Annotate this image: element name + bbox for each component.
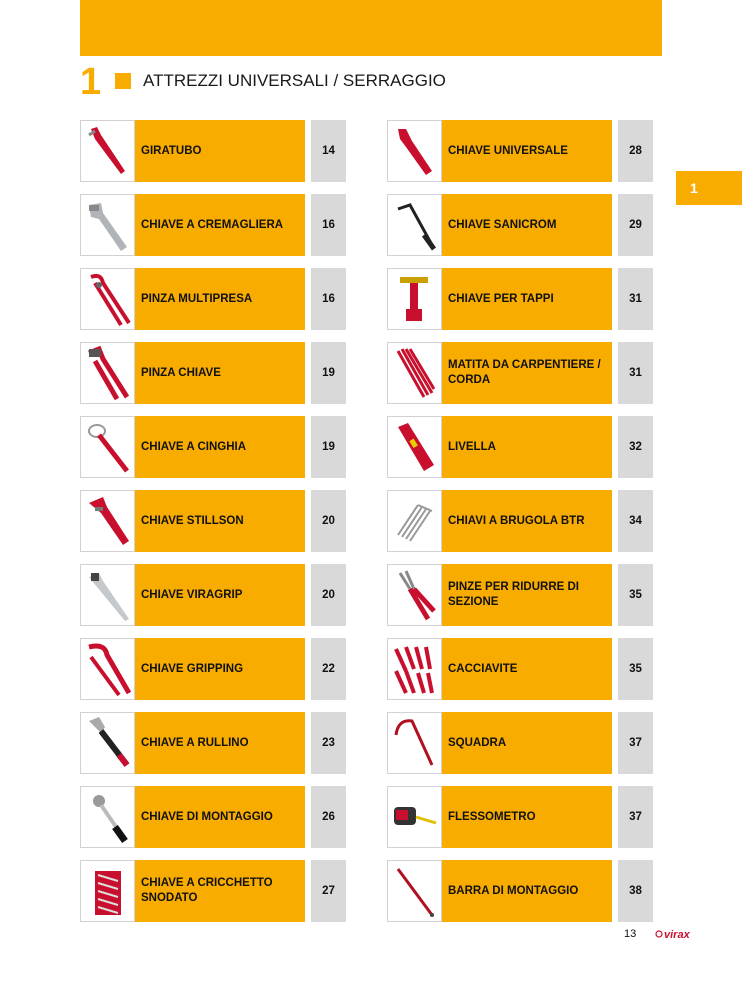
- item-page: 14: [322, 145, 335, 157]
- item-label: FLESSOMETRO: [448, 810, 536, 823]
- chapter-number: 1: [80, 61, 102, 103]
- pencils-icon: [387, 342, 442, 404]
- item-page: 37: [629, 811, 642, 823]
- list-item[interactable]: [80, 712, 346, 774]
- item-page: 20: [322, 589, 335, 601]
- stillson-wrench-icon: [80, 490, 135, 552]
- strap-wrench-icon: [80, 416, 135, 478]
- item-page: 22: [322, 663, 335, 675]
- list-item[interactable]: [387, 342, 653, 404]
- hex-keys-icon: [387, 490, 442, 552]
- item-label: CHIAVE VIRAGRIP: [141, 588, 243, 601]
- svg-text:virax: virax: [664, 929, 690, 941]
- item-label: PINZA MULTIPRESA: [141, 292, 253, 305]
- screwdrivers-icon: [387, 638, 442, 700]
- heading-square-icon: [115, 73, 131, 89]
- ratchet-icon: [80, 786, 135, 848]
- chapter-side-tab[interactable]: 1: [676, 171, 742, 205]
- item-label: CHIAVE UNIVERSALE: [448, 144, 568, 157]
- item-page: 35: [629, 663, 642, 675]
- item-page: 20: [322, 515, 335, 527]
- item-page: 26: [322, 811, 335, 823]
- item-page: 19: [322, 367, 335, 379]
- list-item[interactable]: [80, 342, 346, 404]
- virax-logo: [655, 926, 695, 942]
- item-label: CHIAVE STILLSON: [141, 514, 244, 527]
- pipe-wrench-icon: [80, 120, 135, 182]
- item-label: BARRA DI MONTAGGIO: [448, 884, 579, 897]
- list-item[interactable]: [80, 194, 346, 256]
- list-item[interactable]: [80, 120, 346, 182]
- item-label: CHIAVE A CREMAGLIERA: [141, 218, 284, 231]
- list-item[interactable]: [80, 860, 346, 922]
- item-page: 34: [629, 515, 642, 527]
- sanicrom-wrench-icon: [387, 194, 442, 256]
- list-item[interactable]: [387, 564, 653, 626]
- item-label: CHIAVE A CRICCHETTO SNODATO: [141, 877, 273, 904]
- list-item[interactable]: [80, 490, 346, 552]
- list-item[interactable]: [80, 416, 346, 478]
- list-item[interactable]: [387, 712, 653, 774]
- item-page: 23: [322, 737, 335, 749]
- item-page: 31: [629, 367, 642, 379]
- item-label: CHIAVE A CINGHIA: [141, 440, 246, 453]
- footer-page-number: 13: [624, 928, 637, 940]
- wrench-set-icon: [80, 860, 135, 922]
- item-label: CHIAVE A RULLINO: [141, 736, 249, 749]
- item-page: 27: [322, 885, 335, 897]
- multi-grip-pliers-icon: [80, 268, 135, 330]
- item-label: LIVELLA: [448, 440, 496, 453]
- mounting-bar-icon: [387, 860, 442, 922]
- item-label: GIRATUBO: [141, 144, 202, 157]
- list-item[interactable]: [387, 638, 653, 700]
- viragrip-wrench-icon: [80, 564, 135, 626]
- item-label: CHIAVE GRIPPING: [141, 662, 244, 675]
- reducing-pliers-icon: [387, 564, 442, 626]
- list-item[interactable]: [387, 194, 653, 256]
- section-title: ATTREZZI UNIVERSALI / SERRAGGIO: [143, 71, 446, 90]
- universal-wrench-icon: [387, 120, 442, 182]
- gripping-wrench-icon: [80, 638, 135, 700]
- item-page: 16: [322, 293, 335, 305]
- list-item[interactable]: [387, 786, 653, 848]
- list-item[interactable]: [80, 268, 346, 330]
- item-page: 32: [629, 441, 642, 453]
- item-page: 37: [629, 737, 642, 749]
- item-page: 38: [629, 885, 642, 897]
- item-page: 35: [629, 589, 642, 601]
- list-item[interactable]: [80, 638, 346, 700]
- item-label: CHIAVE PER TAPPI: [448, 292, 554, 305]
- plug-wrench-icon: [387, 268, 442, 330]
- rack-wrench-icon: [80, 194, 135, 256]
- plier-wrench-icon: [80, 342, 135, 404]
- adjustable-wrench-icon: [80, 712, 135, 774]
- list-item[interactable]: [387, 490, 653, 552]
- top-color-bar: [80, 0, 662, 56]
- item-page: 29: [629, 219, 642, 231]
- list-item[interactable]: [387, 860, 653, 922]
- item-label: CACCIAVITE: [448, 662, 518, 675]
- list-item[interactable]: [387, 268, 653, 330]
- list-item[interactable]: [387, 120, 653, 182]
- item-page: 19: [322, 441, 335, 453]
- square-icon: [387, 712, 442, 774]
- item-label: SQUADRA: [448, 736, 507, 749]
- tape-measure-icon: [387, 786, 442, 848]
- spirit-level-icon: [387, 416, 442, 478]
- item-page: 31: [629, 293, 642, 305]
- item-label: CHIAVI A BRUGOLA BTR: [448, 514, 585, 527]
- item-label: CHIAVE SANICROM: [448, 218, 557, 231]
- item-label: PINZA CHIAVE: [141, 366, 221, 379]
- item-label: PINZE PER RIDURRE DI SEZIONE: [448, 581, 579, 608]
- item-label: CHIAVE DI MONTAGGIO: [141, 810, 273, 823]
- list-item[interactable]: [80, 786, 346, 848]
- list-item[interactable]: [80, 564, 346, 626]
- item-page: 28: [629, 145, 642, 157]
- item-page: 16: [322, 219, 335, 231]
- list-item[interactable]: [387, 416, 653, 478]
- item-label: MATITA DA CARPENTIERE / CORDA: [448, 359, 601, 386]
